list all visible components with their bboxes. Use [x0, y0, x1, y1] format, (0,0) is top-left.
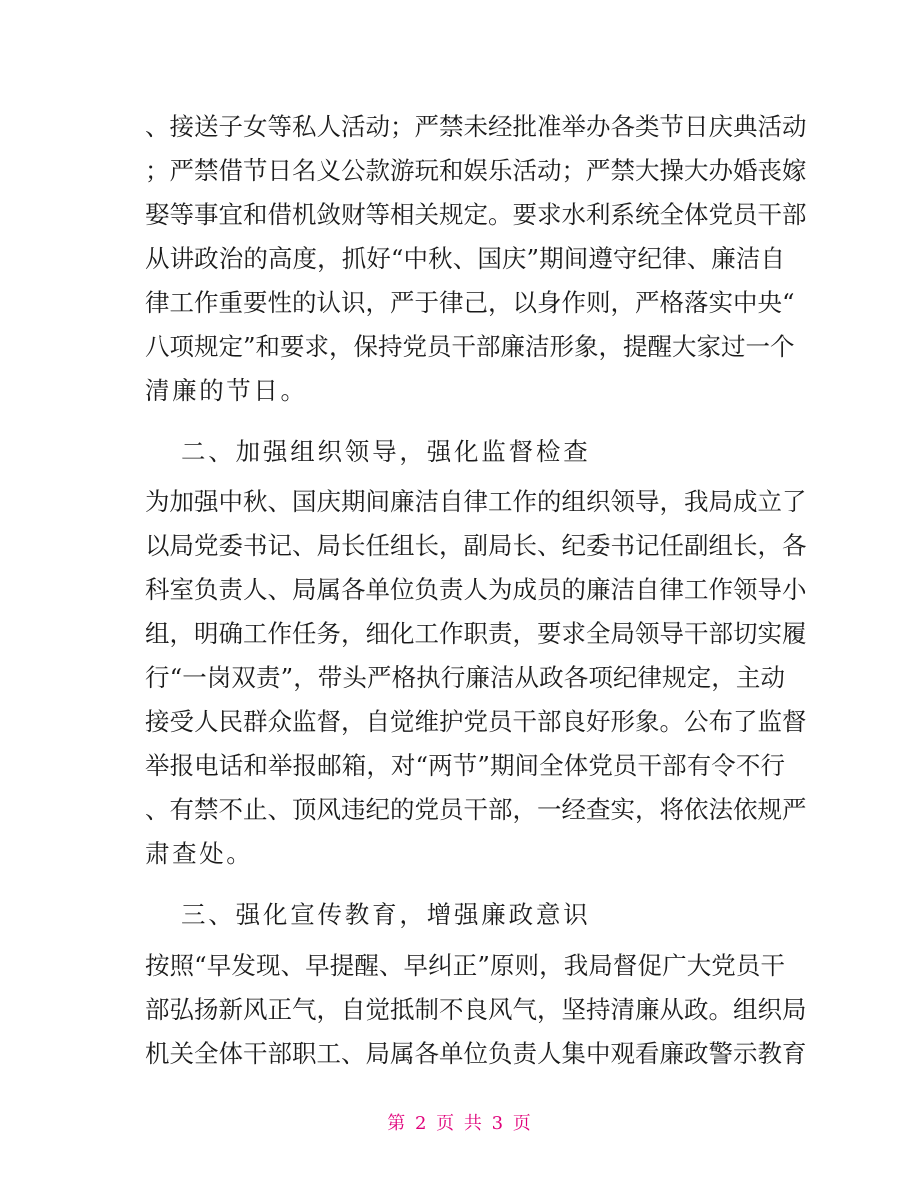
text-line: 按照“早发现、早提醒、早纠正”原则，我局督促广大党员干 [145, 951, 785, 980]
section-heading: 三、强化宣传教育，增强廉政意识 [181, 900, 591, 929]
text-line: 、接送子女等私人活动；严禁未经批准举办各类节日庆典活动 [145, 112, 807, 141]
text-line: ；严禁借节日名义公款游玩和娱乐活动；严禁大操大办婚丧嫁 [145, 156, 807, 185]
text-line: 、有禁不止、顶风违纪的党员干部，一经查实，将依法依规严 [145, 795, 807, 824]
section-heading: 二、加强组织领导，强化监督检查 [181, 437, 591, 466]
text-line: 部弘扬新风正气，自觉抵制不良风气，坚持清廉从政。组织局 [145, 995, 807, 1024]
text-line: 机关全体干部职工、局属各单位负责人集中观看廉政警示教育 [145, 1039, 807, 1068]
text-line: 律工作重要性的认识，严于律己，以身作则，严格落实中央“ [145, 288, 795, 317]
text-line: 组，明确工作任务，细化工作职责，要求全局领导干部切实履 [145, 619, 807, 648]
page-number-footer: 第 2 页 共 3 页 [387, 1113, 533, 1134]
text-line: 为加强中秋、国庆期间廉洁自律工作的组织领导，我局成立了 [145, 487, 807, 516]
text-line: 清廉的节日。 [145, 376, 308, 405]
text-line: 八项规定”和要求，保持党员干部廉洁形象，提醒大家过一个 [145, 332, 795, 361]
text-line: 举报电话和举报邮箱，对“两节”期间全体党员干部有令不行 [145, 751, 785, 780]
text-line: 肃查处。 [145, 839, 254, 868]
text-line: 科室负责人、局属各单位负责人为成员的廉洁自律工作领导小 [145, 575, 807, 604]
text-line: 以局党委书记、局长任组长，副局长、纪委书记任副组长，各 [145, 531, 807, 560]
text-line: 娶等事宜和借机敛财等相关规定。要求水利系统全体党员干部 [145, 200, 807, 229]
text-line: 从讲政治的高度，抓好“中秋、国庆”期间遵守纪律、廉洁自 [145, 244, 785, 273]
text-line: 接受人民群众监督，自觉维护党员干部良好形象。公布了监督 [145, 707, 807, 736]
text-line: 行“一岗双责”，带头严格执行廉洁从政各项纪律规定，主动 [145, 663, 785, 692]
